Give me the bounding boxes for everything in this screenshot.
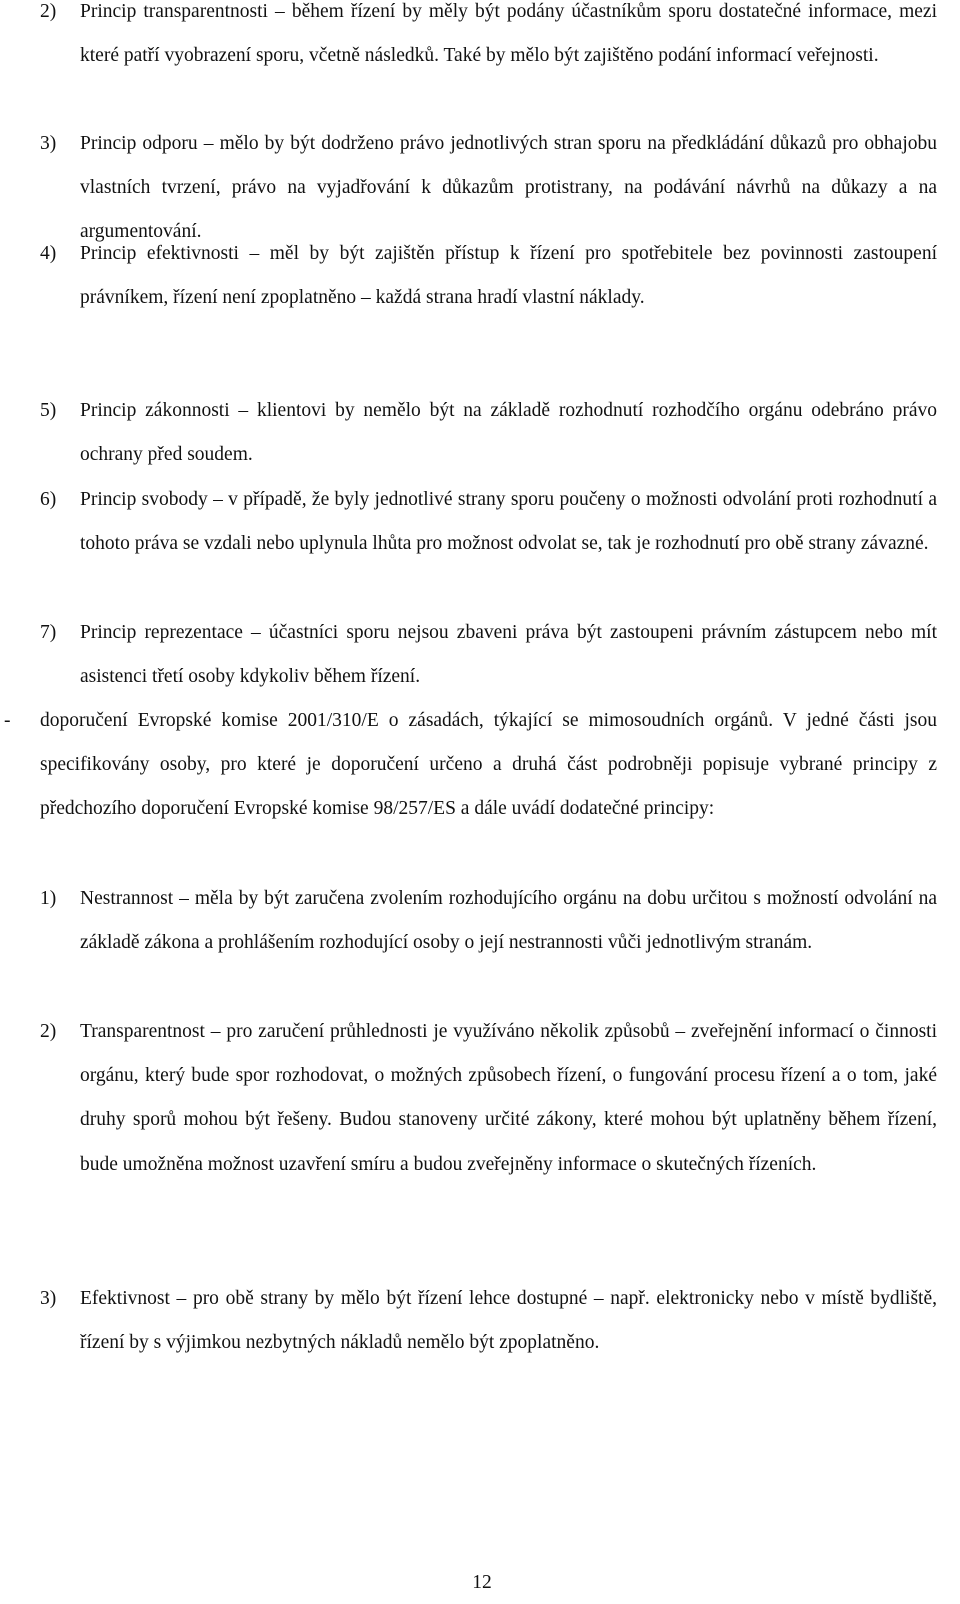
list-marker: 3) <box>40 133 57 154</box>
page-number: 12 <box>472 1572 492 1593</box>
list-item-text: Nestrannost – měla by být zaručena zvolením rozhodujícího orgánu na dobu určitou s možností odvolání na základě zákona a prohlášením rozhodující osoby o její nestrannosti vůči jednotlivým stranám. <box>80 888 937 954</box>
list-marker: 5) <box>40 400 57 421</box>
list-item-text: Princip odporu – mělo by být dodrženo právo jednotlivých stran sporu na předkládání důkazů pro obhajobu vlastních tvrzení, právo na vyjadřování k důkazům protistrany, na podávání návrhů na důkazy a na argumentování. <box>80 133 937 243</box>
list-marker: 2) <box>40 1 57 22</box>
list-marker: 3) <box>40 1288 57 1309</box>
list-item-text: Transparentnost – pro zaručení průhlednosti je využíváno několik způsobů – zveřejnění informací o činnosti orgánu, který bude spor rozhodovat, o možných způsobech řízení, o fungování procesu řízení a o tom, jaké druhy sporů mohou být řešeny. Budou stanoveny určité zákony, které mohou být uplatněny během řízení, bude umožněna možnost uzavření smíru a budou zveřejněny informace o skutečných řízeních. <box>80 1021 937 1175</box>
list-marker: 1) <box>40 888 57 909</box>
list-item-text: Efektivnost – pro obě strany by mělo být řízení lehce dostupné – např. elektronicky nebo v místě bydliště, řízení by s výjimkou nezbytných nákladů nemělo být zpoplatněno. <box>80 1288 937 1354</box>
list-item-text: Princip efektivnosti – měl by být zajištěn přístup k řízení pro spotřebitele bez povinnosti zastoupení právníkem, řízení není zpoplatněno – každá strana hradí vlastní náklady. <box>80 243 937 309</box>
dash-marker: - <box>4 710 11 731</box>
list-marker: 6) <box>40 489 57 510</box>
list-item-text: Princip svobody – v případě, že byly jednotlivé strany sporu poučeny o možnosti odvolání proti rozhodnutí a tohoto práva se vzdali nebo uplynula lhůta pro možnost odvolat se, tak je rozhodnutí pro obě strany závazné. <box>80 489 937 555</box>
list-marker: 2) <box>40 1021 57 1042</box>
list-marker: 4) <box>40 243 57 264</box>
list-item-text: Princip reprezentace – účastníci sporu nejsou zbaveni práva být zastoupeni právním zástupcem nebo mít asistenci třetí osoby kdykoliv během řízení. <box>80 622 937 688</box>
list-marker: 7) <box>40 622 57 643</box>
list-item-text: Princip zákonnosti – klientovi by nemělo být na základě rozhodnutí rozhodčího orgánu odebráno právo ochrany před soudem. <box>80 400 937 466</box>
dash-item-text: doporučení Evropské komise 2001/310/E o zásadách, týkající se mimosoudních orgánů. V jedné části jsou specifikovány osoby, pro které je doporučení určeno a druhá část podrobněji popisuje vybrané principy z předchozího doporučení Evropské komise 98/257/ES a dále uvádí dodatečné principy: <box>40 710 937 820</box>
list-item-text: Princip transparentnosti – během řízení by měly být podány účastníkům sporu dostatečné informace, mezi které patří vyobrazení sporu, včetně následků. Také by mělo být zajištěno podání informací veřejnosti. <box>80 1 937 67</box>
